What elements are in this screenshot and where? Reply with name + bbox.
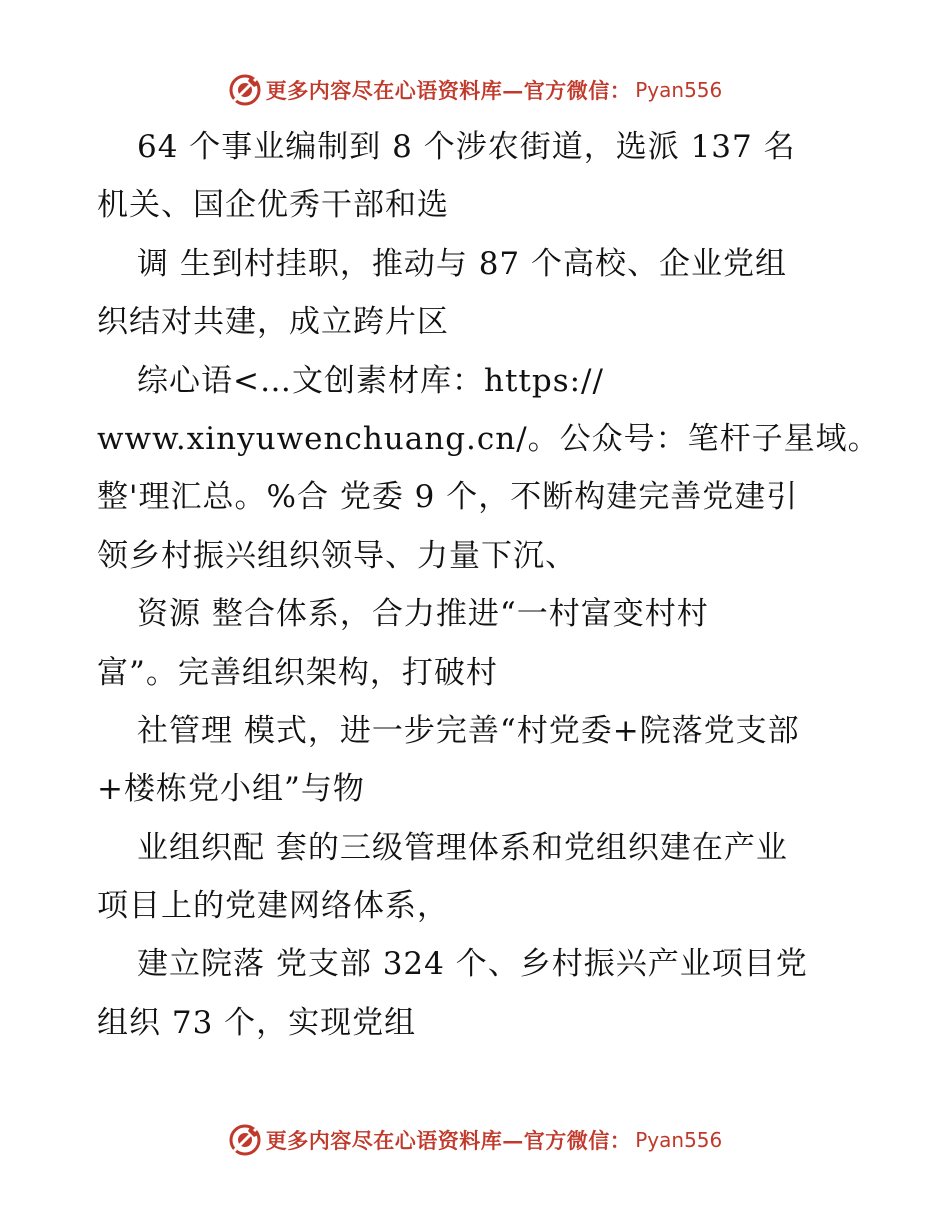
watermark-handle: Pyan556 <box>635 78 723 102</box>
text-line: 组织 73 个，实现党组 <box>97 1004 417 1041</box>
text-line: 综心语<…文创素材库：https:// <box>137 362 604 399</box>
text-line: 机关、国企优秀干部和选 <box>97 187 449 224</box>
text-line: 社管理 模式，进一步完善“村党委+院落党支部 <box>137 712 800 749</box>
text-line: www.xinyuwenchuang.cn/。公众号：笔杆子星域。 <box>97 420 880 457</box>
text-line: 业组织配 套的三级管理体系和党组织建在产业 <box>137 829 788 866</box>
text-line: 建立院落 党支部 324 个、乡村振兴产业项目党 <box>137 946 808 983</box>
text-line: +楼栋党小组”与物 <box>97 771 365 808</box>
text-line: 资源 整合体系，合力推进“一村富变村村 <box>137 596 709 633</box>
watermark-text: 更多内容尽在心语资料库—官方微信： <box>265 1128 632 1153</box>
watermark-handle: Pyan556 <box>635 1128 723 1152</box>
text-line: 领乡村振兴组织领导、力量下沉、 <box>97 537 577 574</box>
brand-logo-icon <box>228 1123 262 1157</box>
header-watermark <box>0 70 950 110</box>
text-line: 项目上的党建网络体系， <box>97 888 449 925</box>
text-line: 调 生到村挂职，推动与 87 个高校、企业党组 <box>137 245 788 282</box>
text-line: 织结对共建，成立跨片区 <box>97 304 449 341</box>
text-line: 整'理汇总。%合 党委 9 个，不断构建完善党建引 <box>97 479 799 516</box>
watermark-text: 更多内容尽在心语资料库—官方微信： <box>265 78 632 103</box>
footer-watermark <box>0 1120 950 1160</box>
brand-logo-icon <box>228 73 262 107</box>
text-line: 64 个事业编制到 8 个涉农街道，选派 137 名 <box>137 129 796 165</box>
text-line: 富”。完善组织架构，打破村 <box>97 654 498 691</box>
document-body <box>97 118 880 1052</box>
